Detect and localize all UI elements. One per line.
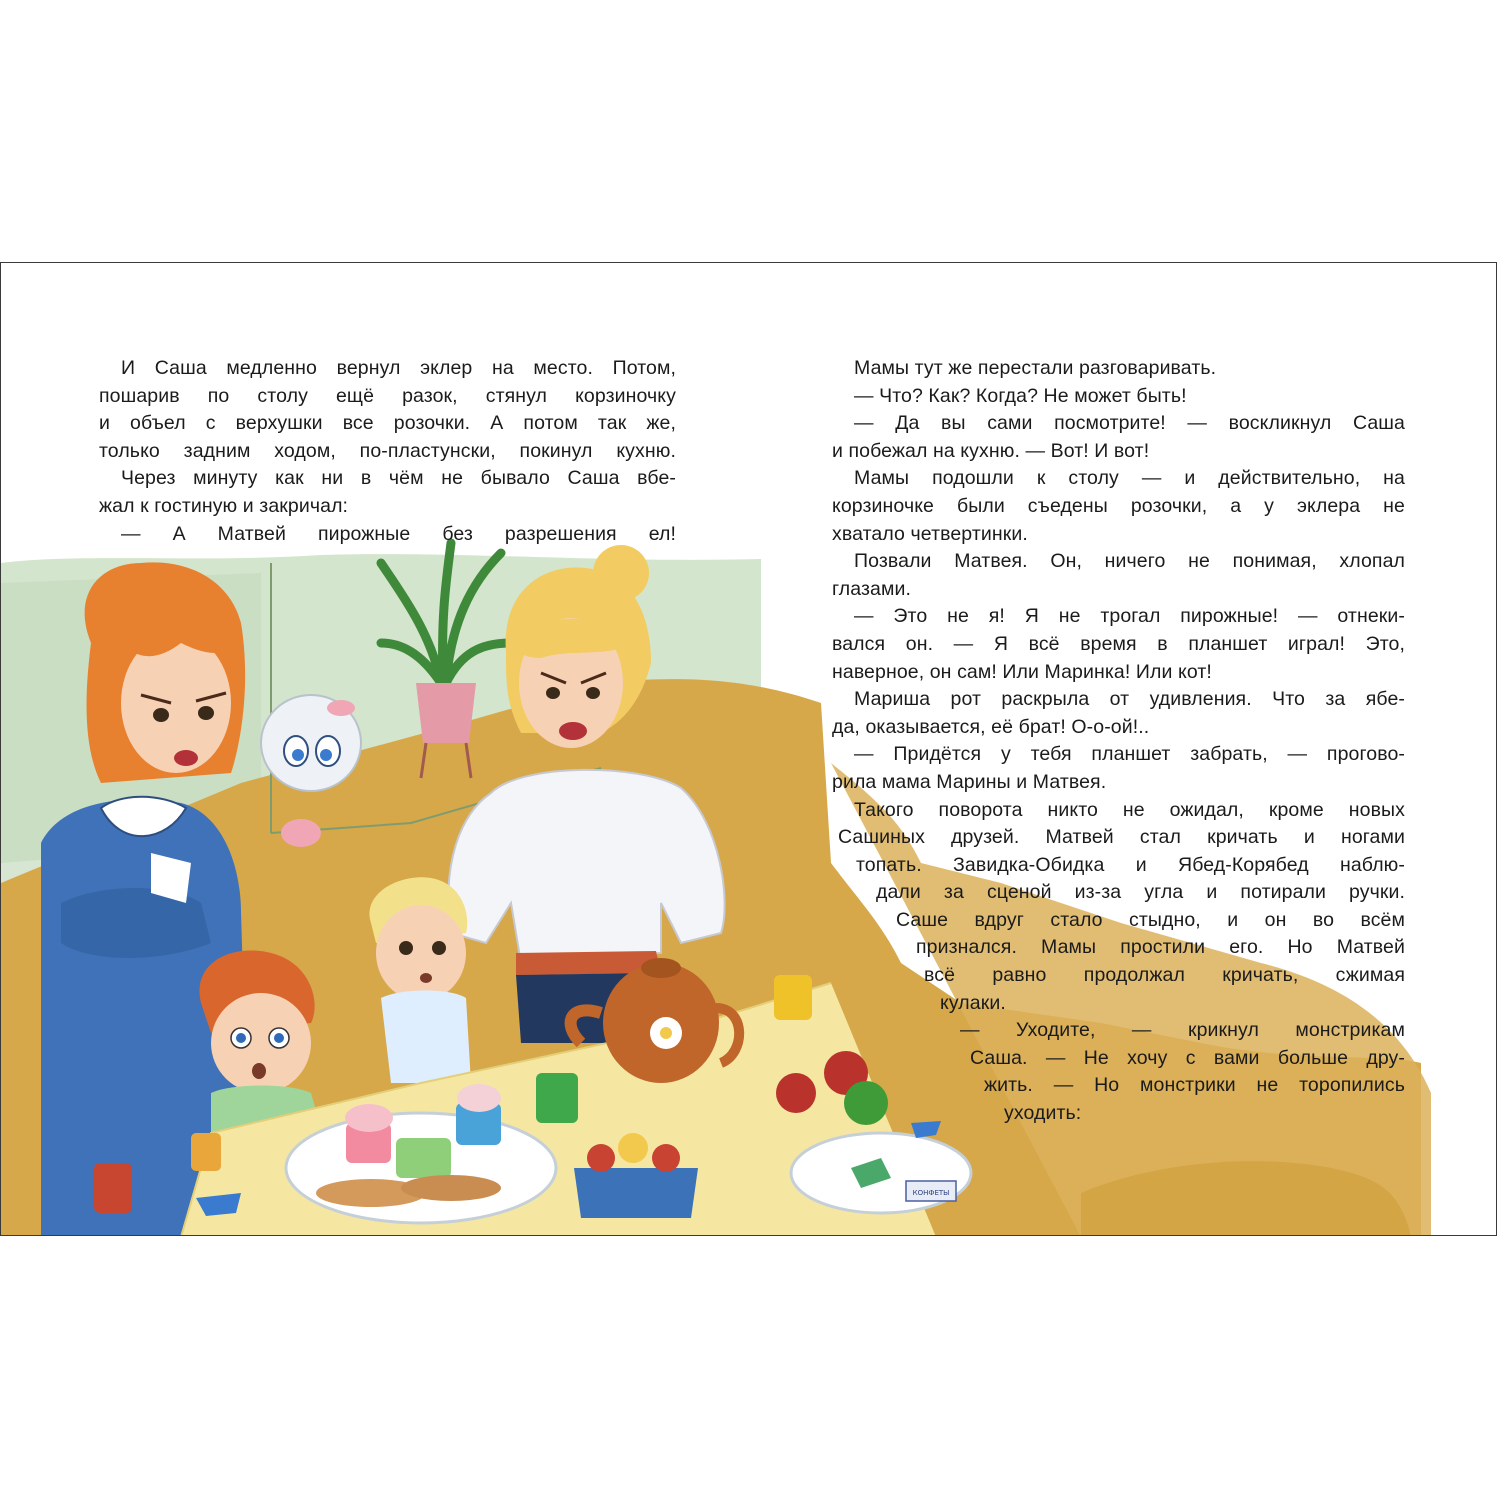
- text-line: жал к гостиную и закричал:: [99, 494, 349, 517]
- text-line: топать. Завидка-Обидка и Ябед-Корябед наблю-: [856, 853, 1405, 876]
- cup-yellow: [774, 975, 812, 1020]
- text-line: признался. Мамы простили его. Но Матвей: [916, 936, 1405, 959]
- text-line: и объел с верхушки все розочки. А потом так же,: [99, 412, 676, 435]
- text-line: наверное, он сам! Или Маринка! Или кот!: [832, 660, 1212, 683]
- text-line: вался он. — Я всё время в планшет играл! Это,: [832, 632, 1405, 655]
- cup-red: [94, 1163, 132, 1213]
- text-line: — Уходите, — крикнул монстрикам: [960, 1019, 1405, 1042]
- text-line: жить. — Но монстрики не торопились: [984, 1074, 1405, 1097]
- text-line: Через минуту как ни в чём не бывало Саша вбе-: [121, 467, 676, 490]
- right-page-text: [832, 355, 1405, 1128]
- text-line: Сашиных друзей. Матвей стал кричать и ногами: [838, 826, 1405, 849]
- candy-box-label: КОНФЕТЫ: [912, 1189, 950, 1197]
- text-line: Позвали Матвея. Он, ничего не понимая, хлопал: [854, 550, 1405, 573]
- text-line: Мамы подошли к столу — и действительно, на: [854, 467, 1405, 490]
- text-line: рила мама Марины и Матвея.: [832, 770, 1107, 793]
- text-line: Саше вдруг стало стыдно, и он во всём: [896, 908, 1405, 931]
- text-line: Мамы тут же перестали разговаривать.: [854, 357, 1217, 379]
- text-line: да, оказывается, её брат! О-о-ой!..: [832, 715, 1150, 738]
- text-line: дали за сценой из-за угла и потирали ручки.: [876, 881, 1405, 904]
- book-spread: [0, 262, 1497, 1236]
- text-line: корзиночке были съедены розочки, а у эклера не: [832, 494, 1405, 517]
- text-line: — Да вы сами посмотрите! — воскликнул Саша: [854, 412, 1405, 435]
- text-line: глазами.: [832, 577, 911, 600]
- text-line: пошарив по столу ещё разок, стянул корзиночку: [99, 384, 676, 407]
- text-line: — Придётся у тебя планшет забрать, — прогово-: [854, 743, 1405, 766]
- text-line: и побежал на кухню. — Вот! И вот!: [832, 439, 1150, 462]
- text-line: Мариша рот раскрыла от удивления. Что за ябе-: [854, 688, 1405, 711]
- text-line: — Это не я! Я не трогал пирожные! — отнеки-: [854, 605, 1405, 628]
- cup-green: [536, 1073, 578, 1123]
- text-line: Такого поворота никто не ожидал, кроме новых: [854, 798, 1405, 821]
- cup-orange: [191, 1133, 221, 1171]
- text-line: И Саша медленно вернул эклер на место. Потом,: [121, 357, 676, 379]
- text-line: уходить:: [1004, 1102, 1082, 1125]
- left-page-text: [99, 355, 676, 548]
- text-line: кулаки.: [940, 991, 1006, 1014]
- text-line: Саша. — Не хочу с вами больше дру-: [970, 1046, 1405, 1069]
- text-line: — Что? Как? Когда? Не может быть!: [854, 384, 1187, 407]
- text-line: хватало четвертинки.: [832, 522, 1028, 545]
- apple-red-2: [776, 1073, 816, 1113]
- text-line: всё равно продолжал кричать, сжимая: [924, 964, 1405, 987]
- candy-plate: [791, 1133, 971, 1213]
- text-line: только задним ходом, по-пластунски, покинул кухню.: [99, 439, 676, 462]
- text-line: — А Матвей пирожные без разрешения ел!: [121, 522, 676, 545]
